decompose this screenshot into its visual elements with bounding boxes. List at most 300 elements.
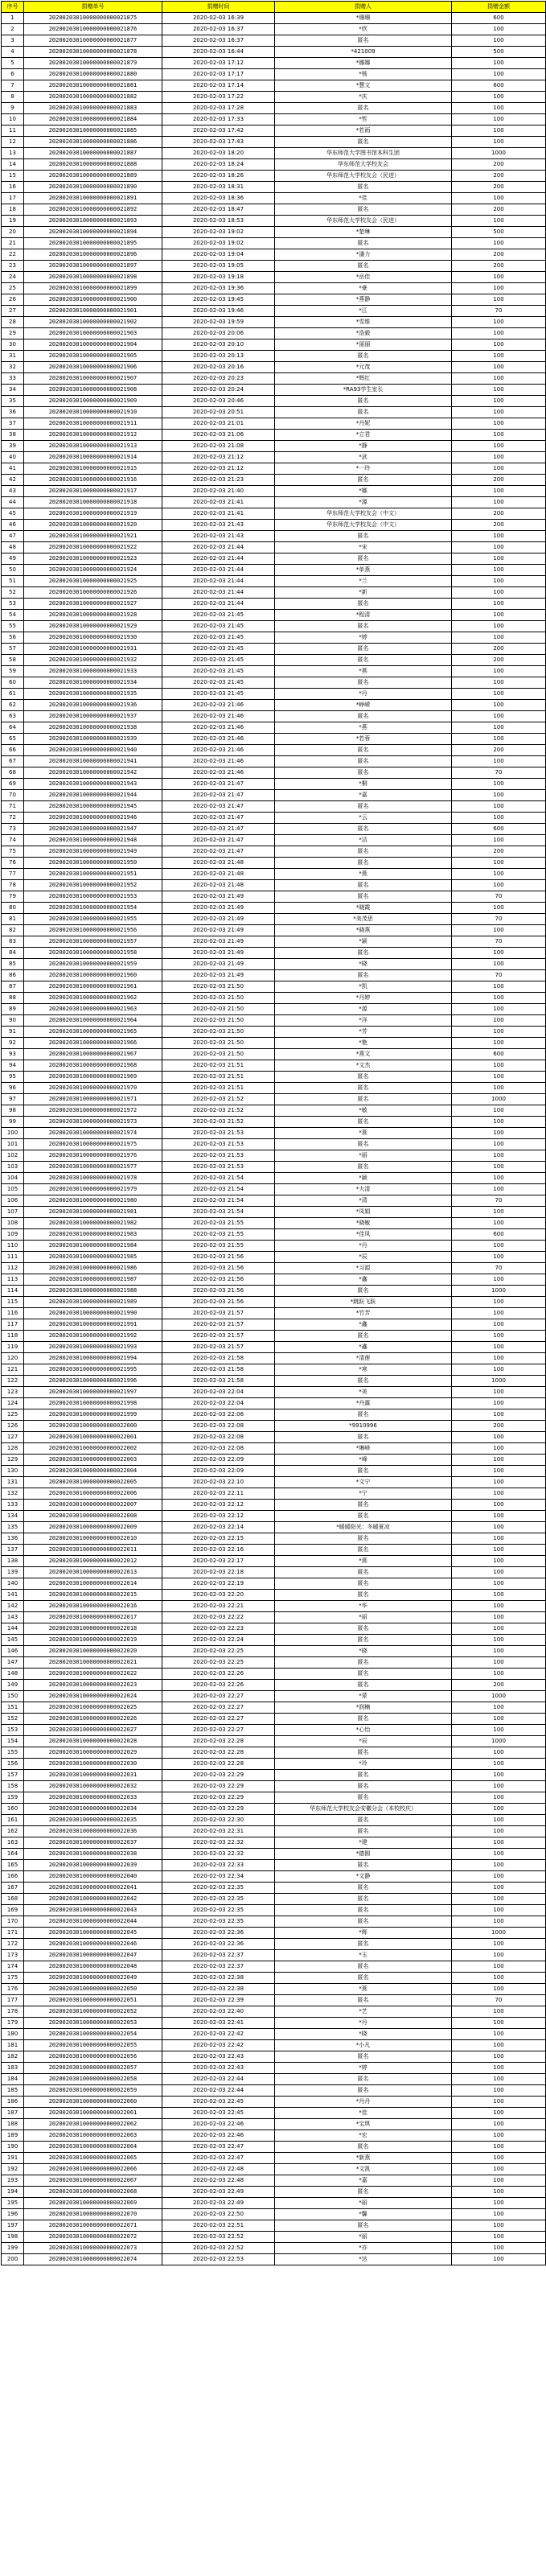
cell-index: 20 (2, 227, 24, 238)
cell-donation-number: 20200203010000000000021889 (24, 171, 162, 182)
cell-amount: 100 (452, 2254, 546, 2265)
cell-index: 14 (2, 159, 24, 171)
cell-donation-number: 20200203010000000000021921 (24, 531, 162, 542)
table-row (2, 1781, 546, 1792)
cell-index: 18 (2, 204, 24, 216)
cell-amount: 100 (452, 1533, 546, 1545)
cell-donor: 匿名 (275, 238, 452, 249)
cell-donation-number: 20200203010000000000021926 (24, 587, 162, 599)
table-row (2, 2040, 546, 2051)
cell-donor: 匿名 (275, 204, 452, 216)
cell-index: 73 (2, 824, 24, 835)
cell-index: 115 (2, 1297, 24, 1308)
table-row (2, 148, 546, 159)
cell-donation-time: 2020-02-03 21:41 (162, 497, 275, 508)
cell-donation-time: 2020-02-03 16:37 (162, 35, 275, 47)
cell-donor: *一玲 (275, 463, 452, 475)
cell-amount: 100 (452, 2006, 546, 2018)
table-row (2, 936, 546, 948)
cell-amount: 100 (452, 2142, 546, 2153)
cell-index: 192 (2, 2164, 24, 2175)
cell-amount: 100 (452, 69, 546, 80)
table-row (2, 216, 546, 227)
table-row (2, 644, 546, 655)
cell-donor: 匿名 (275, 1781, 452, 1792)
cell-index: 135 (2, 1522, 24, 1533)
cell-index: 120 (2, 1353, 24, 1364)
cell-index: 91 (2, 1027, 24, 1038)
cell-donation-time: 2020-02-03 20:46 (162, 396, 275, 407)
cell-amount: 100 (452, 1432, 546, 1443)
cell-donation-time: 2020-02-03 21:12 (162, 452, 275, 463)
table-row (2, 1477, 546, 1488)
table-row (2, 238, 546, 249)
cell-amount: 100 (452, 813, 546, 824)
cell-donor: 匿名 (275, 1916, 452, 1928)
cell-amount: 100 (452, 779, 546, 790)
cell-index: 4 (2, 47, 24, 58)
cell-amount: 1000 (452, 1094, 546, 1105)
table-row (2, 880, 546, 891)
cell-amount: 100 (452, 632, 546, 644)
cell-amount: 100 (452, 666, 546, 677)
cell-amount: 100 (452, 1894, 546, 1905)
cell-index: 102 (2, 1150, 24, 1162)
cell-index: 29 (2, 328, 24, 339)
cell-donor: *杨 (275, 69, 452, 80)
table-row (2, 1860, 546, 1871)
cell-index: 183 (2, 2063, 24, 2074)
table-row (2, 137, 546, 148)
table-row (2, 69, 546, 80)
cell-index: 46 (2, 520, 24, 531)
table-row (2, 1274, 546, 1286)
cell-index: 107 (2, 1207, 24, 1218)
cell-donor: *豪 (275, 283, 452, 294)
cell-index: 94 (2, 1060, 24, 1072)
cell-donation-number: 20200203010000000000021911 (24, 418, 162, 430)
table-row (2, 745, 546, 756)
cell-index: 125 (2, 1409, 24, 1421)
cell-index: 77 (2, 869, 24, 880)
cell-donor: 匿名 (275, 846, 452, 858)
table-row (2, 1950, 546, 1961)
cell-index: 70 (2, 790, 24, 801)
cell-donation-number: 20200203010000000000021985 (24, 1252, 162, 1263)
cell-index: 165 (2, 1860, 24, 1871)
cell-amount: 100 (452, 756, 546, 767)
cell-index: 126 (2, 1421, 24, 1432)
table-row (2, 1195, 546, 1207)
table-row (2, 2018, 546, 2029)
cell-index: 112 (2, 1263, 24, 1274)
cell-donor: *421009 (275, 47, 452, 58)
table-row (2, 103, 546, 114)
cell-donation-number: 20200203010000000000021893 (24, 216, 162, 227)
cell-donation-time: 2020-02-03 21:45 (162, 666, 275, 677)
cell-index: 109 (2, 1229, 24, 1241)
cell-donation-number: 20200203010000000000021955 (24, 914, 162, 925)
cell-amount: 100 (452, 903, 546, 914)
cell-donation-time: 2020-02-03 22:48 (162, 2175, 275, 2187)
cell-donation-time: 2020-02-03 18:47 (162, 204, 275, 216)
cell-donation-number: 20200203010000000000021936 (24, 700, 162, 711)
cell-donation-time: 2020-02-03 21:43 (162, 531, 275, 542)
header-donation-time: 捐赠时间 (162, 2, 275, 13)
cell-donor: *蒙 (275, 1691, 452, 1702)
cell-index: 52 (2, 587, 24, 599)
table-row (2, 1286, 546, 1297)
cell-donation-time: 2020-02-03 18:31 (162, 182, 275, 193)
cell-donor: 华东师范大学校友会（民进） (275, 216, 452, 227)
cell-donor: *桐 (275, 779, 452, 790)
cell-amount: 100 (452, 1466, 546, 1477)
cell-index: 136 (2, 1533, 24, 1545)
cell-donor: 匿名 (275, 1139, 452, 1150)
cell-donor: 匿名 (275, 1545, 452, 1556)
cell-amount: 100 (452, 1128, 546, 1139)
cell-index: 140 (2, 1578, 24, 1590)
cell-amount: 100 (452, 790, 546, 801)
cell-donor: *颖 (275, 1173, 452, 1184)
cell-donation-number: 20200203010000000000021906 (24, 362, 162, 373)
cell-donor: 匿名 (275, 1635, 452, 1646)
cell-amount: 100 (452, 463, 546, 475)
cell-index: 40 (2, 452, 24, 463)
cell-donation-time: 2020-02-03 22:43 (162, 2063, 275, 2074)
cell-donor: 匿名 (275, 2142, 452, 2153)
cell-donation-time: 2020-02-03 21:45 (162, 689, 275, 700)
cell-donor: 匿名 (275, 1567, 452, 1578)
table-row (2, 948, 546, 959)
cell-donor: *鑫 (275, 1319, 452, 1331)
cell-donation-time: 2020-02-03 22:32 (162, 1837, 275, 1849)
cell-index: 105 (2, 1184, 24, 1195)
cell-donation-time: 2020-02-03 19:18 (162, 272, 275, 283)
table-row (2, 1736, 546, 1747)
table-row (2, 2029, 546, 2040)
cell-donation-time: 2020-02-03 22:49 (162, 2187, 275, 2198)
cell-donation-time: 2020-02-03 22:26 (162, 1669, 275, 1680)
cell-donation-number: 20200203010000000000021880 (24, 69, 162, 80)
table-row (2, 1500, 546, 1511)
cell-donation-number: 20200203010000000000022056 (24, 2051, 162, 2063)
cell-donor: *静 (275, 441, 452, 452)
cell-donor: *玉 (275, 1950, 452, 1961)
cell-amount: 100 (452, 1601, 546, 1612)
cell-donor: *潘力 (275, 249, 452, 261)
cell-donation-time: 2020-02-03 21:58 (162, 1353, 275, 1364)
cell-donor: *小凡 (275, 2040, 452, 2051)
cell-index: 189 (2, 2130, 24, 2142)
table-row (2, 621, 546, 632)
cell-index: 199 (2, 2243, 24, 2254)
cell-donation-time: 2020-02-03 22:46 (162, 2130, 275, 2142)
cell-donor: *峰 (275, 1455, 452, 1466)
cell-donation-time: 2020-02-03 22:43 (162, 2051, 275, 2063)
table-row (2, 159, 546, 171)
cell-amount: 100 (452, 835, 546, 846)
cell-donation-number: 20200203010000000000021915 (24, 463, 162, 475)
table-row (2, 204, 546, 216)
cell-donation-time: 2020-02-03 22:36 (162, 1939, 275, 1950)
cell-amount: 200 (452, 1421, 546, 1432)
cell-donation-time: 2020-02-03 22:42 (162, 2040, 275, 2051)
cell-amount: 100 (452, 1105, 546, 1117)
cell-donation-time: 2020-02-03 21:45 (162, 677, 275, 689)
cell-donation-number: 20200203010000000000021888 (24, 159, 162, 171)
cell-donation-time: 2020-02-03 21:44 (162, 599, 275, 610)
cell-donor: 匿名 (275, 553, 452, 565)
cell-index: 169 (2, 1905, 24, 1916)
table-row (2, 2130, 546, 2142)
cell-donation-time: 2020-02-03 22:08 (162, 1421, 275, 1432)
table-row (2, 846, 546, 858)
cell-donation-time: 2020-02-03 22:27 (162, 1714, 275, 1725)
cell-index: 56 (2, 632, 24, 644)
cell-index: 98 (2, 1105, 24, 1117)
cell-amount: 100 (452, 1241, 546, 1252)
cell-donation-number: 20200203010000000000021912 (24, 430, 162, 441)
cell-donation-time: 2020-02-03 21:51 (162, 1060, 275, 1072)
cell-donation-number: 20200203010000000000021956 (24, 925, 162, 936)
cell-amount: 100 (452, 137, 546, 148)
table-row (2, 1522, 546, 1533)
cell-index: 66 (2, 745, 24, 756)
table-row (2, 1939, 546, 1950)
cell-index: 78 (2, 880, 24, 891)
table-row (2, 959, 546, 970)
cell-index: 143 (2, 1612, 24, 1623)
cell-donor: 匿名 (275, 1500, 452, 1511)
cell-index: 134 (2, 1511, 24, 1522)
table-body (2, 13, 546, 2265)
cell-donation-time: 2020-02-03 22:17 (162, 1556, 275, 1567)
cell-donation-time: 2020-02-03 22:23 (162, 1623, 275, 1635)
cell-donation-time: 2020-02-03 19:04 (162, 249, 275, 261)
cell-amount: 100 (452, 1083, 546, 1094)
cell-donation-number: 20200203010000000000021917 (24, 486, 162, 497)
cell-donation-number: 20200203010000000000021951 (24, 869, 162, 880)
cell-index: 177 (2, 1995, 24, 2006)
cell-donation-time: 2020-02-03 18:36 (162, 193, 275, 204)
cell-donation-number: 20200203010000000000021938 (24, 722, 162, 734)
cell-index: 153 (2, 1725, 24, 1736)
cell-donor: 匿名 (275, 1826, 452, 1837)
cell-donation-number: 20200203010000000000021983 (24, 1229, 162, 1241)
table-row (2, 914, 546, 925)
cell-donor: *珊珊 (275, 13, 452, 24)
table-row (2, 722, 546, 734)
table-row (2, 1702, 546, 1714)
cell-amount: 100 (452, 1488, 546, 1500)
cell-index: 147 (2, 1657, 24, 1669)
cell-donation-time: 2020-02-03 21:06 (162, 430, 275, 441)
cell-donor: *文凯 (275, 2164, 452, 2175)
cell-donation-time: 2020-02-03 21:52 (162, 1094, 275, 1105)
cell-amount: 100 (452, 1207, 546, 1218)
table-row (2, 981, 546, 993)
cell-donation-time: 2020-02-03 22:45 (162, 2097, 275, 2108)
cell-donation-time: 2020-02-03 21:57 (162, 1308, 275, 1319)
cell-donation-time: 2020-02-03 22:29 (162, 1792, 275, 1804)
cell-donor: *宏 (275, 2130, 452, 2142)
cell-donor: 匿名 (275, 621, 452, 632)
cell-amount: 200 (452, 508, 546, 520)
cell-amount: 100 (452, 328, 546, 339)
table-row (2, 80, 546, 92)
cell-donation-number: 20200203010000000000021927 (24, 599, 162, 610)
cell-donor: 华东师范大学校友会（中文） (275, 508, 452, 520)
cell-amount: 100 (452, 1443, 546, 1455)
cell-donor: 匿名 (275, 1860, 452, 1871)
cell-index: 121 (2, 1364, 24, 1376)
cell-amount: 100 (452, 587, 546, 599)
cell-amount: 100 (452, 1477, 546, 1488)
cell-index: 86 (2, 970, 24, 981)
table-row (2, 24, 546, 35)
cell-donation-time: 2020-02-03 22:29 (162, 1781, 275, 1792)
cell-donor: 匿名 (275, 1083, 452, 1094)
cell-donation-number: 20200203010000000000022041 (24, 1883, 162, 1894)
cell-donation-number: 20200203010000000000021967 (24, 1049, 162, 1060)
cell-index: 160 (2, 1804, 24, 1815)
table-row (2, 1826, 546, 1837)
cell-donor: 匿名 (275, 1894, 452, 1905)
table-row (2, 2254, 546, 2265)
cell-index: 23 (2, 261, 24, 272)
cell-donation-time: 2020-02-03 22:41 (162, 2018, 275, 2029)
table-row (2, 1905, 546, 1916)
cell-amount: 200 (452, 846, 546, 858)
cell-donation-time: 2020-02-03 20:13 (162, 351, 275, 362)
cell-index: 21 (2, 238, 24, 249)
table-row (2, 475, 546, 486)
cell-donation-number: 20200203010000000000022046 (24, 1939, 162, 1950)
cell-amount: 1000 (452, 1736, 546, 1747)
cell-index: 39 (2, 441, 24, 452)
cell-index: 167 (2, 1883, 24, 1894)
table-row (2, 2198, 546, 2209)
cell-index: 74 (2, 835, 24, 846)
cell-donation-number: 20200203010000000000022042 (24, 1894, 162, 1905)
cell-amount: 100 (452, 542, 546, 553)
cell-donation-time: 2020-02-03 22:47 (162, 2153, 275, 2164)
table-row (2, 599, 546, 610)
cell-amount: 100 (452, 283, 546, 294)
cell-index: 176 (2, 1984, 24, 1995)
cell-donation-number: 20200203010000000000021925 (24, 576, 162, 587)
table-row (2, 1466, 546, 1477)
cell-index: 111 (2, 1252, 24, 1263)
cell-amount: 100 (452, 734, 546, 745)
cell-amount: 100 (452, 1792, 546, 1804)
cell-donor: *丹 (275, 689, 452, 700)
cell-amount: 70 (452, 306, 546, 317)
cell-donor: *丽 (275, 2198, 452, 2209)
cell-donor: *雪维 (275, 317, 452, 328)
cell-donation-time: 2020-02-03 22:48 (162, 2164, 275, 2175)
table-row (2, 1432, 546, 1443)
cell-donation-number: 20200203010000000000021891 (24, 193, 162, 204)
cell-amount: 100 (452, 565, 546, 576)
cell-donation-number: 20200203010000000000021939 (24, 734, 162, 745)
cell-index: 89 (2, 1004, 24, 1015)
table-row (2, 587, 546, 599)
cell-donation-time: 2020-02-03 22:11 (162, 1488, 275, 1500)
cell-donor: 匿名 (275, 2051, 452, 2063)
cell-donation-time: 2020-02-03 21:57 (162, 1319, 275, 1331)
table-row (2, 1590, 546, 1601)
cell-index: 67 (2, 756, 24, 767)
cell-index: 22 (2, 249, 24, 261)
cell-index: 172 (2, 1939, 24, 1950)
cell-donation-number: 20200203010000000000021876 (24, 24, 162, 35)
cell-donation-number: 20200203010000000000022065 (24, 2153, 162, 2164)
cell-donation-number: 20200203010000000000022014 (24, 1578, 162, 1590)
cell-donation-time: 2020-02-03 21:54 (162, 1207, 275, 1218)
cell-donation-time: 2020-02-03 22:32 (162, 1849, 275, 1860)
cell-amount: 100 (452, 2209, 546, 2220)
cell-donation-number: 20200203010000000000022031 (24, 1770, 162, 1781)
cell-index: 131 (2, 1477, 24, 1488)
cell-donor: 匿名 (275, 1162, 452, 1173)
cell-amount: 100 (452, 418, 546, 430)
cell-amount: 100 (452, 2220, 546, 2232)
cell-index: 116 (2, 1308, 24, 1319)
cell-index: 30 (2, 339, 24, 351)
cell-index: 137 (2, 1545, 24, 1556)
cell-donation-number: 20200203010000000000022015 (24, 1590, 162, 1601)
cell-donation-time: 2020-02-03 22:27 (162, 1725, 275, 1736)
donation-table (1, 1, 546, 2265)
cell-amount: 100 (452, 1781, 546, 1792)
cell-donation-time: 2020-02-03 22:12 (162, 1500, 275, 1511)
cell-amount: 100 (452, 2164, 546, 2175)
cell-amount: 100 (452, 1150, 546, 1162)
cell-donation-number: 20200203010000000000022028 (24, 1736, 162, 1747)
cell-donation-number: 20200203010000000000021910 (24, 407, 162, 418)
cell-index: 42 (2, 475, 24, 486)
cell-donor: 匿名 (275, 2085, 452, 2097)
cell-amount: 100 (452, 869, 546, 880)
cell-amount: 100 (452, 35, 546, 47)
table-row (2, 925, 546, 936)
cell-donor: 匿名 (275, 1995, 452, 2006)
cell-donor: *美茂思 (275, 914, 452, 925)
cell-donor: *娜 (275, 486, 452, 497)
cell-donor: 匿名 (275, 655, 452, 666)
cell-amount: 100 (452, 711, 546, 722)
cell-donor: *习源 (275, 1263, 452, 1274)
table-row (2, 1218, 546, 1229)
cell-donor: 匿名 (275, 475, 452, 486)
cell-donation-number: 20200203010000000000021881 (24, 80, 162, 92)
cell-donation-time: 2020-02-03 19:45 (162, 294, 275, 306)
cell-donor: *颖 (275, 936, 452, 948)
cell-donor: 匿名 (275, 801, 452, 813)
cell-donation-number: 20200203010000000000022023 (24, 1680, 162, 1691)
cell-index: 95 (2, 1072, 24, 1083)
cell-amount: 600 (452, 824, 546, 835)
cell-donor: *燕 (275, 722, 452, 734)
cell-amount: 200 (452, 655, 546, 666)
table-row (2, 1533, 546, 1545)
cell-donor: 匿名 (275, 1466, 452, 1477)
table-row (2, 452, 546, 463)
cell-amount: 100 (452, 925, 546, 936)
cell-index: 48 (2, 542, 24, 553)
